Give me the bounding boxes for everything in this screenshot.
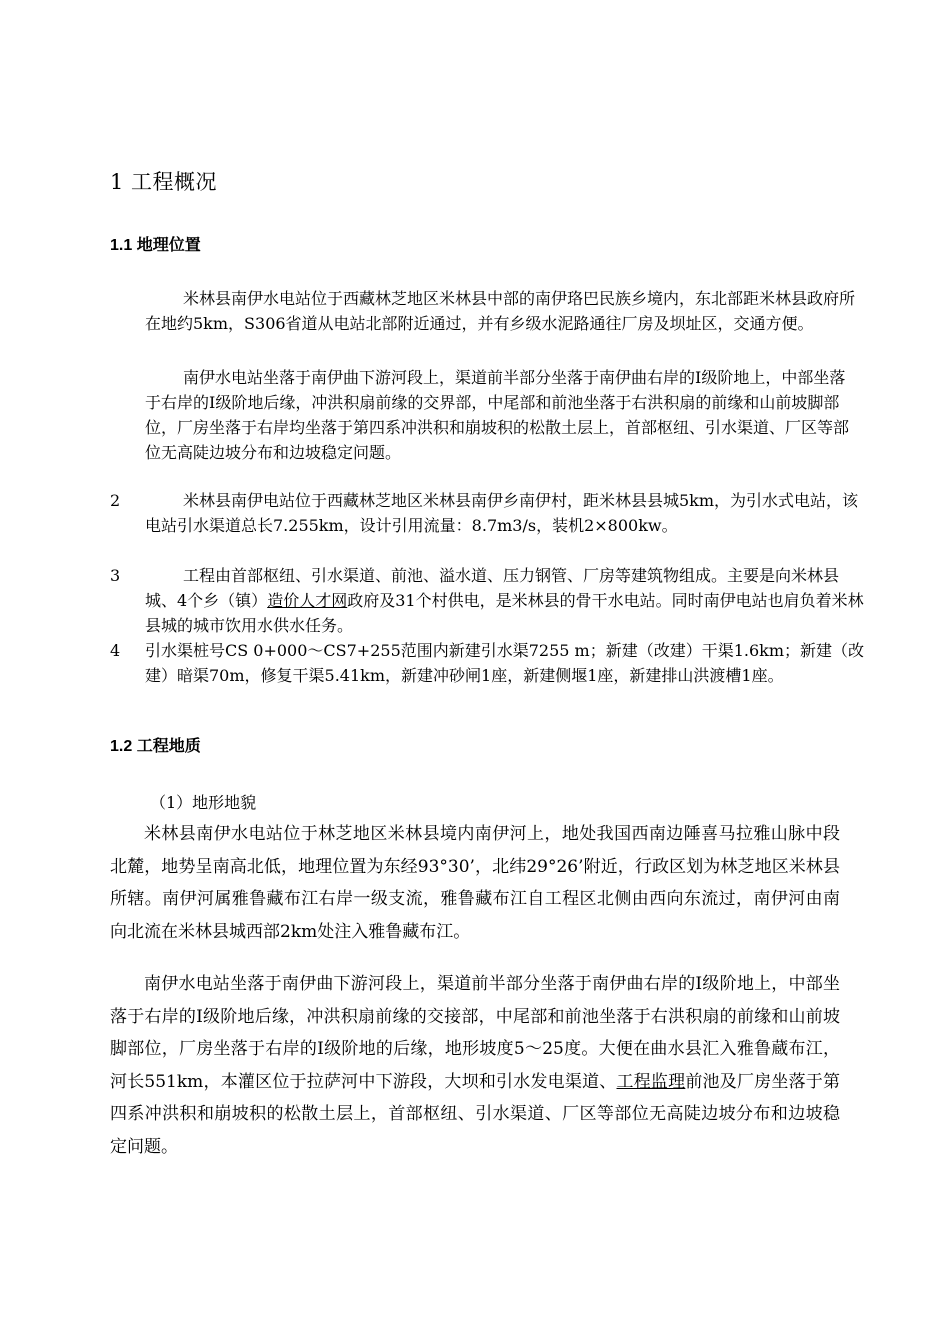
item-text [145,563,865,638]
paragraph-text: 米林县南伊水电站位于西藏林芝地区米林县中部的南伊珞巴民族乡境内，东北部距米林县政府所在地约5km，S306省道从电站北部附近通过，并有乡级水泥路通往厂房及坝址区，交通方便。 [145,289,856,333]
text-before-link: 南伊水电站坐落于南伊曲下游河段上，渠道前半部分坐落于南伊曲右岸的Ⅰ级阶地上，中部坐落于右岸的Ⅰ级阶地后缘，冲洪积扇前缘的交接部，中尾部和前池坐落于右洪积扇的前缘和山前坡脚部位，厂房坐落于右岸的Ⅰ级阶地的后缘，地形坡度5～25度。大便在曲水县汇入雅鲁蔵布江，河长551km，本灌区位于拉萨河中下游段，大坝和引水发电渠道、 [110,974,840,1092]
paragraph-text: 南伊水电站坐落于南伊曲下游河段上，渠道前半部分坐落于南伊曲右岸的Ⅰ级阶地上，中部坐落于右岸的Ⅰ级阶地后缘，冲洪积扇前缘的交界部，中尾部和前池坐落于右洪积扇的前缘和山前坡脚部位，厂房坐落于右岸均坐落于第四系冲洪积和崩坡积的松散土层上，首部枢纽、引水渠道、厂区等部位无高陡边坡分布和边坡稳定问题。 [145,368,850,462]
link-zaojia-rencai[interactable]: 造价人才网 [267,591,348,610]
location-paragraph-2 [145,365,860,465]
item-text: 引水渠桩号CS 0+000～CS7+255范围内新建引水渠7255 m；新建（改建）干渠1.6km；新建（改建）暗渠70m，修复干渠5.41km，新建冲砂闸1座，新建侧堰1座，新建排山洪渡槽1座。 [145,641,865,685]
item-number: 3 [110,566,121,585]
item-number: 2 [110,491,121,510]
section-heading-geology: 1.2 工程地质 [110,738,201,755]
paragraph-text [110,968,840,1163]
chapter-heading: 1 工程概况 [110,170,218,194]
item-number: 4 [110,641,121,660]
item-text-before-link: 工程由首部枢纽、引水渠道、前池、溢水道、压力钢管、厂房等建筑物组成。主要是向米林县城、4个乡（镇） [145,566,840,610]
item-text-after-link: 政府及31个村供电，是米林县的骨干水电站。同时南伊电站也肩负着米林县城的城市饮用水供水任务。 [145,591,864,635]
paragraph-text: 米林县南伊水电站位于林芝地区米林县境内南伊河上，地处我国西南边陲喜马拉雅山脉中段北麓，地势呈南高北低，地理位置为东经93°30’，北纬29°26’附近，行政区划为林芝地区米林县所辖。南伊河属雅鲁藏布江右岸一级支流，雅鲁藏布江自工程区北侧由西向东流过，南伊河由南向北流在米林县城西部2km处注入雅鲁藏布江。 [110,824,840,942]
subheading-terrain: （1）地形地貌 [150,793,257,812]
link-gongcheng-jianli[interactable]: 工程监理 [616,1071,686,1092]
text-after-link: 前池及厂房坐落于第四系冲洪积和崩坡积的松散土层上，首部枢纽、引水渠道、厂区等部位无高陡边坡分布和边坡稳定问题。 [110,1071,841,1157]
location-paragraph-1 [145,286,860,336]
section-heading-location: 1.1 地理位置 [110,237,201,254]
item-text: 米林县南伊电站位于西藏林芝地区米林县南伊乡南伊村，距米林县县城5km，为引水式电站，该电站引水渠道总长7.255km，设计引用流量：8.7m3/s，装机2×800kw。 [145,491,859,535]
geology-paragraph-1 [110,818,840,948]
geology-paragraph-2 [110,968,840,1163]
